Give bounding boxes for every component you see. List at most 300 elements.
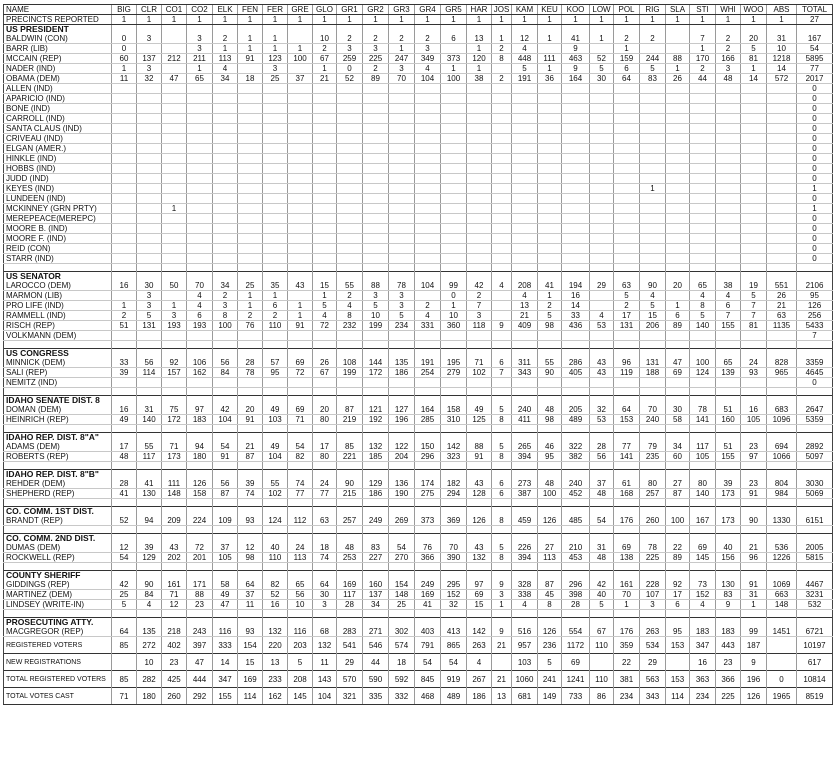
vote-cell — [590, 134, 614, 144]
vote-cell — [538, 44, 562, 54]
vote-cell: 489 — [562, 415, 590, 425]
vote-cell: 6 — [492, 358, 512, 368]
vote-cell — [538, 462, 562, 470]
vote-cell — [263, 331, 288, 341]
vote-cell — [562, 571, 590, 581]
vote-cell: 0 — [767, 671, 797, 688]
vote-cell: 265 — [512, 442, 538, 452]
vote-cell: 34 — [666, 442, 690, 452]
vote-cell: 132 — [313, 637, 337, 654]
vote-cell: 16 — [112, 281, 137, 291]
vote-cell: 1226 — [767, 553, 797, 563]
vote-cell — [288, 378, 313, 388]
vote-cell — [213, 174, 238, 184]
vote-cell: 69 — [666, 368, 690, 378]
vote-cell: 173 — [716, 489, 741, 499]
vote-cell — [337, 84, 363, 94]
vote-cell — [512, 114, 538, 124]
vote-cell — [389, 534, 415, 544]
vote-cell — [415, 94, 441, 104]
vote-cell: 283 — [337, 627, 363, 637]
vote-cell: 64 — [614, 74, 640, 84]
vote-cell: 865 — [441, 637, 467, 654]
candidate-row — [4, 244, 833, 254]
vote-cell — [441, 214, 467, 224]
vote-cell: 249 — [363, 516, 389, 526]
vote-cell: 49 — [263, 405, 288, 415]
vote-cell: 135 — [389, 358, 415, 368]
vote-cell: 1 — [590, 34, 614, 44]
vote-cell — [112, 104, 137, 114]
vote-cell — [162, 34, 187, 44]
vote-cell — [666, 462, 690, 470]
vote-cell — [337, 94, 363, 104]
vote-cell — [690, 84, 716, 94]
row-label: ROCKWELL (REP) — [4, 553, 112, 563]
vote-cell — [213, 134, 238, 144]
vote-cell — [162, 331, 187, 341]
vote-cell: 4 — [590, 311, 614, 321]
vote-cell — [213, 378, 238, 388]
vote-cell: 71 — [112, 688, 137, 705]
precinct-column-header: CO1 — [162, 5, 187, 15]
row-label: US PRESIDENT — [4, 25, 112, 35]
vote-cell: 5 — [512, 64, 538, 74]
vote-cell — [263, 164, 288, 174]
vote-cell — [238, 378, 263, 388]
vote-cell — [337, 214, 363, 224]
vote-cell — [112, 25, 137, 35]
vote-cell — [137, 104, 162, 114]
vote-cell: 42 — [213, 405, 238, 415]
vote-cell — [640, 618, 666, 628]
vote-cell: 54 — [288, 442, 313, 452]
vote-cell: 100 — [690, 358, 716, 368]
vote-cell — [137, 124, 162, 134]
vote-cell — [767, 204, 797, 214]
vote-cell: 551 — [767, 281, 797, 291]
precinct-column-header: JOS — [492, 5, 512, 15]
vote-cell — [767, 94, 797, 104]
vote-cell — [467, 224, 492, 234]
vote-cell: 260 — [162, 688, 187, 705]
vote-cell — [741, 331, 767, 341]
vote-cell: 47 — [666, 358, 690, 368]
vote-cell: 0 — [112, 44, 137, 54]
vote-cell: 104 — [213, 415, 238, 425]
vote-cell: 13 — [467, 34, 492, 44]
vote-cell — [741, 499, 767, 507]
vote-cell: 34 — [213, 281, 238, 291]
total-cell — [797, 341, 833, 349]
vote-cell — [666, 654, 690, 671]
vote-cell — [112, 84, 137, 94]
vote-cell — [263, 341, 288, 349]
vote-cell: 681 — [512, 688, 538, 705]
vote-cell — [666, 534, 690, 544]
vote-cell — [666, 124, 690, 134]
vote-cell: 1 — [238, 301, 263, 311]
vote-cell — [263, 388, 288, 396]
row-label: SALI (REP) — [4, 368, 112, 378]
vote-cell: 1 — [238, 34, 263, 44]
vote-cell — [363, 462, 389, 470]
vote-cell — [716, 388, 741, 396]
vote-cell: 83 — [363, 543, 389, 553]
vote-cell — [313, 618, 337, 628]
vote-cell: 234 — [614, 688, 640, 705]
vote-cell: 43 — [590, 358, 614, 368]
vote-cell — [313, 563, 337, 571]
vote-cell: 269 — [389, 516, 415, 526]
row-label: US SENATOR — [4, 272, 112, 282]
vote-cell — [162, 184, 187, 194]
vote-cell: 8 — [213, 311, 238, 321]
vote-cell — [337, 114, 363, 124]
vote-cell — [363, 341, 389, 349]
candidate-row — [4, 415, 833, 425]
vote-cell — [313, 84, 337, 94]
vote-cell — [137, 264, 162, 272]
vote-cell: 37 — [590, 479, 614, 489]
vote-cell: 172 — [162, 415, 187, 425]
vote-cell — [363, 563, 389, 571]
vote-cell — [213, 618, 238, 628]
vote-cell — [590, 84, 614, 94]
vote-cell — [492, 526, 512, 534]
vote-cell — [538, 214, 562, 224]
vote-cell: 28 — [112, 479, 137, 489]
vote-cell: 100 — [213, 321, 238, 331]
vote-cell: 2 — [467, 291, 492, 301]
vote-cell — [640, 462, 666, 470]
vote-cell: 122 — [389, 442, 415, 452]
vote-cell — [238, 104, 263, 114]
vote-cell: 71 — [162, 442, 187, 452]
vote-cell — [112, 571, 137, 581]
vote-cell: 3 — [389, 301, 415, 311]
vote-cell — [238, 204, 263, 214]
vote-cell: 0 — [337, 64, 363, 74]
vote-cell — [389, 272, 415, 282]
vote-cell: 241 — [538, 671, 562, 688]
vote-cell: 94 — [187, 442, 213, 452]
vote-cell: 54 — [112, 553, 137, 563]
vote-cell — [492, 311, 512, 321]
vote-cell — [337, 164, 363, 174]
vote-cell — [187, 331, 213, 341]
vote-cell: 24 — [288, 543, 313, 553]
vote-cell — [467, 425, 492, 433]
vote-cell — [137, 214, 162, 224]
vote-cell: 123 — [263, 54, 288, 64]
vote-cell: 37 — [213, 543, 238, 553]
vote-cell — [666, 134, 690, 144]
row-label: ROBERTS (REP) — [4, 452, 112, 462]
vote-cell: 366 — [415, 553, 441, 563]
vote-cell: 95 — [538, 452, 562, 462]
vote-cell — [288, 264, 313, 272]
vote-cell — [590, 534, 614, 544]
vote-cell — [112, 396, 137, 406]
vote-cell: 1 — [137, 15, 162, 25]
vote-cell — [614, 349, 640, 359]
vote-cell: 41 — [112, 489, 137, 499]
vote-cell — [614, 378, 640, 388]
vote-cell — [263, 610, 288, 618]
vote-cell — [389, 571, 415, 581]
vote-cell — [640, 104, 666, 114]
vote-cell — [640, 264, 666, 272]
vote-cell — [238, 264, 263, 272]
vote-cell — [389, 563, 415, 571]
vote-cell — [313, 425, 337, 433]
vote-cell: 208 — [288, 671, 313, 688]
vote-cell: 88 — [666, 54, 690, 64]
total-cell — [797, 563, 833, 571]
vote-cell — [187, 25, 213, 35]
vote-cell: 541 — [337, 637, 363, 654]
vote-cell — [666, 224, 690, 234]
vote-cell — [137, 341, 162, 349]
vote-cell — [441, 507, 467, 517]
vote-cell — [467, 610, 492, 618]
vote-cell — [112, 174, 137, 184]
vote-cell — [238, 164, 263, 174]
vote-cell — [213, 507, 238, 517]
vote-cell: 8 — [538, 600, 562, 610]
row-label: MINNICK (DEM) — [4, 358, 112, 368]
vote-cell — [389, 378, 415, 388]
vote-cell — [741, 25, 767, 35]
vote-cell: 257 — [337, 516, 363, 526]
vote-cell — [313, 164, 337, 174]
row-label: LAROCCO (DEM) — [4, 281, 112, 291]
vote-cell — [363, 388, 389, 396]
vote-cell — [538, 618, 562, 628]
vote-cell — [512, 214, 538, 224]
vote-cell: 2 — [263, 311, 288, 321]
vote-cell — [492, 499, 512, 507]
vote-cell: 1 — [538, 34, 562, 44]
vote-cell: 23 — [716, 654, 741, 671]
vote-cell: 244 — [640, 54, 666, 64]
vote-cell: 18 — [238, 74, 263, 84]
vote-cell — [716, 84, 741, 94]
vote-cell — [666, 526, 690, 534]
vote-cell — [666, 291, 690, 301]
vote-cell: 227 — [363, 553, 389, 563]
vote-cell — [162, 470, 187, 480]
vote-cell — [112, 114, 137, 124]
vote-cell — [363, 254, 389, 264]
vote-cell — [614, 331, 640, 341]
vote-cell: 110 — [263, 553, 288, 563]
vote-cell — [137, 154, 162, 164]
vote-cell — [313, 507, 337, 517]
vote-cell: 845 — [415, 671, 441, 688]
vote-cell — [590, 214, 614, 224]
total-cell — [797, 264, 833, 272]
vote-cell — [363, 571, 389, 581]
vote-cell — [288, 214, 313, 224]
vote-cell: 34 — [213, 74, 238, 84]
vote-cell — [492, 349, 512, 359]
vote-cell — [313, 174, 337, 184]
vote-cell: 86 — [590, 688, 614, 705]
vote-cell — [512, 507, 538, 517]
vote-cell: 74 — [238, 489, 263, 499]
vote-cell — [512, 224, 538, 234]
vote-cell — [741, 234, 767, 244]
vote-cell — [213, 433, 238, 443]
vote-cell: 65 — [716, 358, 741, 368]
vote-cell — [263, 526, 288, 534]
vote-cell — [666, 254, 690, 264]
vote-cell: 52 — [112, 516, 137, 526]
vote-cell — [590, 563, 614, 571]
separator-row — [4, 462, 833, 470]
vote-cell — [640, 526, 666, 534]
vote-cell: 161 — [614, 580, 640, 590]
vote-cell — [313, 341, 337, 349]
vote-cell — [263, 378, 288, 388]
vote-cell — [415, 25, 441, 35]
vote-cell — [363, 144, 389, 154]
vote-cell: 43 — [288, 281, 313, 291]
total-cell — [797, 433, 833, 443]
vote-cell — [415, 264, 441, 272]
vote-cell — [238, 618, 263, 628]
vote-cell: 69 — [288, 358, 313, 368]
vote-cell: 234 — [389, 321, 415, 331]
vote-cell — [363, 114, 389, 124]
precinct-column-header: CLR — [137, 5, 162, 15]
vote-cell — [363, 507, 389, 517]
vote-cell — [137, 234, 162, 244]
total-cell: 0 — [797, 124, 833, 134]
vote-cell — [690, 144, 716, 154]
vote-cell — [767, 534, 797, 544]
vote-cell: 71 — [467, 358, 492, 368]
vote-cell — [767, 184, 797, 194]
vote-cell: 26 — [313, 358, 337, 368]
vote-cell: 226 — [512, 543, 538, 553]
vote-cell — [263, 224, 288, 234]
vote-cell: 180 — [137, 688, 162, 705]
vote-cell — [492, 396, 512, 406]
vote-cell — [767, 618, 797, 628]
vote-cell — [313, 264, 337, 272]
vote-cell: 1 — [288, 15, 313, 25]
vote-cell — [137, 94, 162, 104]
vote-cell — [690, 154, 716, 164]
vote-cell — [288, 234, 313, 244]
vote-cell: 4 — [640, 291, 666, 301]
vote-cell — [263, 470, 288, 480]
vote-cell — [590, 94, 614, 104]
vote-cell — [337, 174, 363, 184]
vote-cell: 9 — [492, 321, 512, 331]
vote-cell — [666, 214, 690, 224]
vote-cell: 135 — [137, 627, 162, 637]
canvass-sheet — [0, 4, 828, 772]
candidate-row — [4, 442, 833, 452]
vote-cell — [690, 396, 716, 406]
vote-cell: 52 — [590, 54, 614, 64]
vote-cell — [137, 433, 162, 443]
vote-cell — [288, 114, 313, 124]
vote-cell: 30 — [137, 281, 162, 291]
vote-cell — [112, 388, 137, 396]
vote-cell: 220 — [263, 637, 288, 654]
vote-cell — [690, 224, 716, 234]
vote-cell: 55 — [263, 479, 288, 489]
vote-cell — [137, 610, 162, 618]
vote-cell — [238, 114, 263, 124]
vote-cell — [441, 84, 467, 94]
vote-cell — [313, 388, 337, 396]
vote-cell — [238, 610, 263, 618]
vote-cell — [614, 104, 640, 114]
vote-cell: 16 — [112, 405, 137, 415]
vote-cell — [389, 470, 415, 480]
vote-cell — [337, 349, 363, 359]
vote-cell — [187, 433, 213, 443]
candidate-row — [4, 311, 833, 321]
vote-cell: 118 — [467, 321, 492, 331]
vote-cell — [467, 154, 492, 164]
vote-cell — [716, 433, 741, 443]
row-label: SANTA CLAUS (IND) — [4, 124, 112, 134]
vote-cell: 2 — [492, 44, 512, 54]
vote-cell: 53 — [590, 321, 614, 331]
vote-cell: 1 — [767, 15, 797, 25]
vote-cell: 72 — [288, 368, 313, 378]
vote-cell — [137, 378, 162, 388]
vote-cell: 4 — [213, 64, 238, 74]
vote-cell: 61 — [614, 479, 640, 489]
vote-cell — [415, 244, 441, 254]
vote-cell — [415, 224, 441, 234]
vote-cell — [213, 331, 238, 341]
vote-cell — [741, 244, 767, 254]
vote-cell — [112, 654, 137, 671]
vote-cell — [415, 388, 441, 396]
vote-cell — [337, 341, 363, 349]
row-label: ALLEN (IND) — [4, 84, 112, 94]
vote-cell: 1 — [640, 15, 666, 25]
vote-cell: 89 — [363, 74, 389, 84]
vote-cell — [288, 507, 313, 517]
vote-cell — [187, 378, 213, 388]
vote-cell: 279 — [441, 368, 467, 378]
vote-cell — [263, 272, 288, 282]
vote-cell — [512, 94, 538, 104]
vote-cell: 11 — [112, 74, 137, 84]
vote-cell — [614, 25, 640, 35]
vote-cell — [562, 244, 590, 254]
section-header-row — [4, 618, 833, 628]
vote-cell: 211 — [187, 54, 213, 64]
vote-cell — [441, 94, 467, 104]
vote-cell: 116 — [288, 627, 313, 637]
vote-cell — [213, 25, 238, 35]
vote-cell — [313, 462, 337, 470]
vote-cell — [213, 154, 238, 164]
vote-cell: 218 — [162, 627, 187, 637]
vote-cell — [112, 264, 137, 272]
